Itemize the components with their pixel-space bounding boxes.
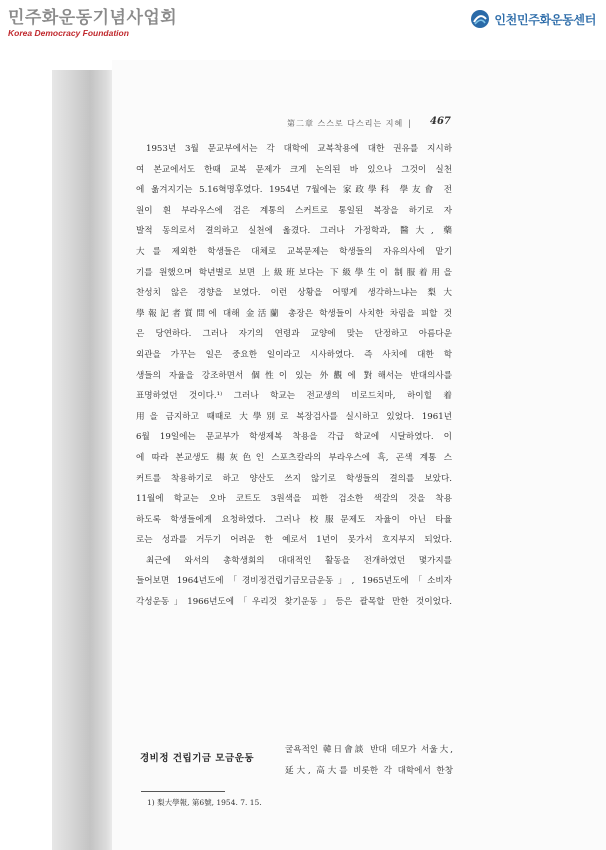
text-line: 延大, 高大를 비롯한 각 대학에서 한창: [285, 766, 453, 776]
text-line: 은 당연하다. 그러나 자기의 연령과 교양에 맞는 단정하고 아름다운: [136, 329, 452, 340]
center-logo-text: 인천민주화운동센터: [494, 12, 596, 27]
wrapped-text: [285, 740, 453, 782]
text-line: 1953년 3월 문교부에서는 각 대학에 교복착용에 대한 권유를 지시하: [146, 144, 452, 154]
text-line: 여 본교에서도 한때 교복 문제가 크게 논의된 바 있으나 그것이 실천: [136, 164, 452, 175]
text-line: 각성운동」1966년도에「우리것 찾기운동」등은 괄목할 만한 것이었다.: [136, 597, 452, 608]
text-line: 에 따라 본교생도 楊灰色인 스포츠칼라의 부라우스에 흑, 곤색 계통 스: [136, 452, 452, 463]
text-line: 11월에 학교는 오바 코트도 3원색을 피한 검소한 색갈의 것을 착용: [136, 494, 452, 505]
text-line: 6월 19일에는 문교부가 학생제복 착용을 각급 학교에 시달하였다. 이: [136, 432, 452, 443]
scan-shadow-strip: [52, 70, 116, 850]
kdf-logo: [8, 8, 177, 39]
kdf-logo-english: Korea Democracy Foundation: [8, 28, 129, 38]
running-head-separator: |: [408, 119, 412, 128]
text-line: 굴욕적인 韓日會談 반대 데모가 서울大,: [285, 745, 453, 755]
text-line: 들어보면 1964년도에「경비정건립기금모금운동」, 1965년도에「소비자: [136, 576, 452, 587]
footnote: 1) 梨大學報, 第6號, 1954. 7. 15.: [147, 798, 262, 807]
section-heading: 경비정 건립기금 모금운동: [140, 753, 255, 764]
text-line: 찬성치 않은 경향을 보였다. 이런 상황을 어떻게 생각하느냐는 梨大: [136, 288, 452, 299]
footnote-divider: [141, 791, 225, 792]
kdf-logo-korean: 민주화운동기념사업회: [8, 8, 178, 28]
center-emblem-icon: [470, 9, 490, 29]
text-line: 원이 흰 부라우스에 검은 계통의 스커트로 통일된 복장을 하기로 자: [136, 205, 452, 216]
page-number: 467: [430, 116, 451, 127]
text-line: 생들의 자율을 강조하면서 個性이 있는 外觀에 對해서는 반대의사를: [136, 370, 452, 381]
body-text: [136, 139, 452, 613]
text-line: 大를 제외한 학생들은 대체로 교복문제는 학생들의 자유의사에 맡기: [136, 246, 452, 257]
text-line: 에 옮겨지기는 5.16혁명후였다. 1954년 7월에는 家政學科 學友會 전: [136, 185, 452, 196]
running-head: [287, 118, 417, 129]
text-line: 하도록 학생들에게 요청하였다. 그러나 校服문제도 자율이 아닌 타율: [136, 514, 452, 525]
text-line: 외관을 가꾸는 일은 중요한 일이라고 시사하였다. 즉 사치에 대한 학: [136, 349, 452, 360]
chapter-title: 第二章 스스로 다스리는 지혜: [287, 119, 404, 128]
text-line: 최근에 와서의 총학생회의 대대적인 활동을 전개하였던 몇가지를: [146, 555, 452, 566]
text-line: 學報記者質問에 대해 金活蘭 총장은 학생들이 사치한 차림을 피할 것: [136, 308, 452, 319]
incheon-center-logo: [470, 9, 596, 29]
text-line: 로는 성과를 거두기 어려운 한 예로서 1년이 못가서 흐지부지 되었다.: [136, 535, 452, 546]
text-line: 기를 원했으며 학년별로 보면 上級班보다는 下級學生이 制服着用을: [136, 267, 452, 278]
text-line: 발적 동의로서 결의하고 실천에 옮겼다. 그러나 가정학과, 醫大, 藥: [136, 226, 452, 237]
text-line: 커트를 착용하기로 하고 양산도 쓰지 않기로 학생들의 결의를 보았다.: [136, 473, 452, 484]
text-line: 用을 금지하고 때때로 大學別로 복장검사를 실시하고 있었다. 1961년: [136, 411, 452, 422]
text-line: 표명하였던 것이다.¹⁾ 그러나 학교는 전교생의 비로드치마, 하이힐 着: [136, 391, 452, 402]
